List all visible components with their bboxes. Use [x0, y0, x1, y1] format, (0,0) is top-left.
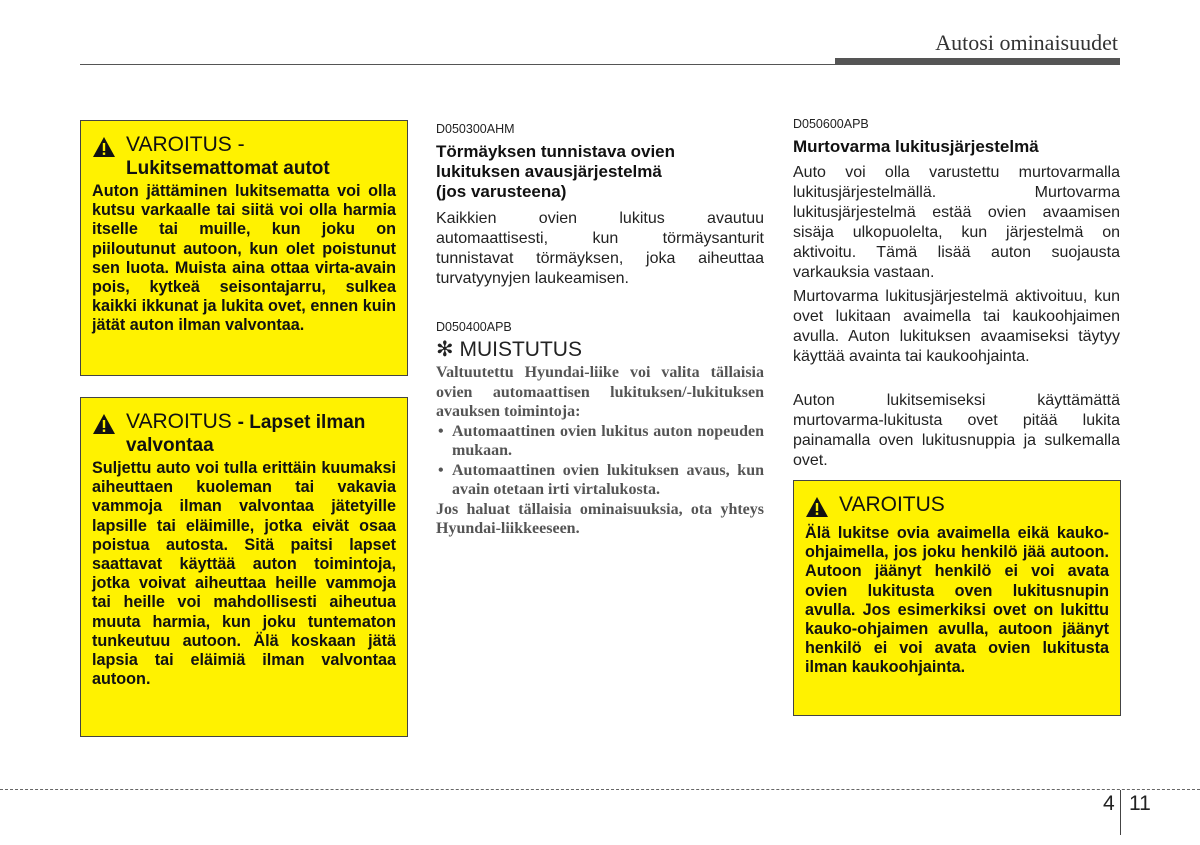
warning-box-deadlock	[793, 480, 1121, 716]
note-list	[436, 422, 764, 500]
note-code: D050400APB	[436, 320, 512, 334]
warning-title-main: VAROITUS	[126, 410, 232, 433]
warning-subtitle: valvontaa	[126, 435, 214, 456]
warning-body: Älä lukitse ovia avaimella eikä kauko-ohjaimella, jos joku henkilö jää autoon. Autoon jäänyt henkilö ei voi avata ovien lukitusta oven lukitusnupin avulla. Jos esimerkiksi ovet on lukittu kauko-ohjaimen avulla, autoon jäänyt henkilö ei voi avata ovien lukitusta ilman kaukoohjainta.	[805, 524, 1109, 677]
warning-header	[92, 410, 396, 435]
warning-title-suffix: - Lapset ilman	[237, 412, 366, 433]
header-title: Autosi ominaisuudet	[935, 30, 1118, 55]
warning-triangle-icon	[92, 413, 116, 435]
note-title	[436, 337, 582, 362]
note-intro: Valtuutettu Hyundai-liike voi valita tällaisia ovien automaattisen lukituksen/-lukituksen avauksen toimintoja:	[436, 364, 764, 420]
asterisk-icon: ✻	[436, 338, 454, 361]
footer-rule	[0, 789, 1200, 790]
warning-body: Auton jättäminen lukitsematta voi olla kutsu varkaalle tai siitä voi olla harmia itselle tai muille, kun joku on piiloutunut autoon, kun olet poistunut sen luota. Muista aina ottaa virta-avain pois, kytkeä seisontajarru, sulkea kaikki ikkunat ja lukita ovet, ennen kuin jätät auton ilman valvontaa.	[92, 182, 396, 335]
warning-subtitle: Lukitsemattomat autot	[126, 158, 330, 179]
section-number: 4	[1103, 792, 1115, 815]
page-number: 11	[1129, 792, 1151, 815]
section-paragraph: Kaikkien ovien lukitus avautuu automaattisesti, kun törmäysanturit tunnistavat törmäyksen, joka aiheuttaa turvatyynyjen laukeamisen.	[436, 210, 764, 287]
section-heading: Murtovarma lukitusjärjestelmä	[793, 137, 1039, 156]
warning-triangle-icon	[805, 496, 829, 518]
list-item: • Automaattinen ovien lukituksen avaus, kun avain otetaan irti virtalukosta.	[436, 461, 764, 500]
warning-box-children	[80, 397, 408, 737]
warning-title: VAROITUS	[839, 493, 945, 516]
section-code: D050600APB	[793, 117, 869, 131]
warning-header	[92, 133, 396, 158]
section-paragraph: Murtovarma lukitusjärjestelmä aktivoituu, kun ovet lukitaan avaimella tai kaukoohjaimen avulla. Auton lukituksen avaamiseksi täytyy käyttää avainta tai kaukoohjainta.	[793, 288, 1120, 365]
list-item: • Automaattinen ovien lukitus auton nopeuden mukaan.	[436, 422, 764, 461]
section-heading	[436, 142, 766, 202]
warning-title	[126, 410, 365, 435]
warning-title: VAROITUS -	[126, 133, 245, 156]
heading-line: (jos varusteena)	[436, 182, 567, 201]
note-title-text: MUISTUTUS	[459, 338, 582, 361]
warning-header	[805, 493, 1109, 518]
heading-line: Törmäyksen tunnistava ovien	[436, 142, 676, 161]
warning-triangle-icon	[92, 136, 116, 158]
heading-line: lukituksen avausjärjestelmä	[436, 162, 662, 181]
note-body	[436, 363, 764, 539]
section-code: D050300AHM	[436, 122, 515, 136]
section-paragraph: Auton lukitsemiseksi käyttämättä murtovarma-lukitusta ovet pitää lukita painamalla oven lukitusnuppia ja sulkemalla ovet.	[793, 392, 1120, 469]
warning-box-unlocked-cars	[80, 120, 408, 376]
note-outro: Jos haluat tällaisia ominaisuuksia, ota yhteys Hyundai-liikkeeseen.	[436, 500, 764, 537]
warning-body: Suljettu auto voi tulla erittäin kuumaksi aiheuttaen kuoleman tai vakavia vammoja ilman valvontaa jätetyille lapsille tai eläimille, jotka eivät osaa poistua autosta. Sitä paitsi lapset saattavat käyttää auton toimintoja, jotka voivat aiheuttaa heille vammoja tai heille voi mahdollisesti aiheutua muuta harmia, kun joku tuntematon tunkeutuu autoon. Älä koskaan jätä lapsia tai eläimiä ilman valvontaa autoon.	[92, 459, 396, 689]
page-number-divider	[1120, 790, 1121, 835]
header-rule-thin	[80, 64, 835, 65]
section-paragraph: Auto voi olla varustettu murtovarmalla lukitusjärjestelmällä. Murtovarma lukitusjärjestelmä estää ovien avaamisen sisäja ulkopuolelta, kun järjestelmä on aktivoitu. Tämä lisää auton suojausta varkauksia vastaan.	[793, 164, 1120, 281]
header-rule-thick	[835, 58, 1120, 65]
